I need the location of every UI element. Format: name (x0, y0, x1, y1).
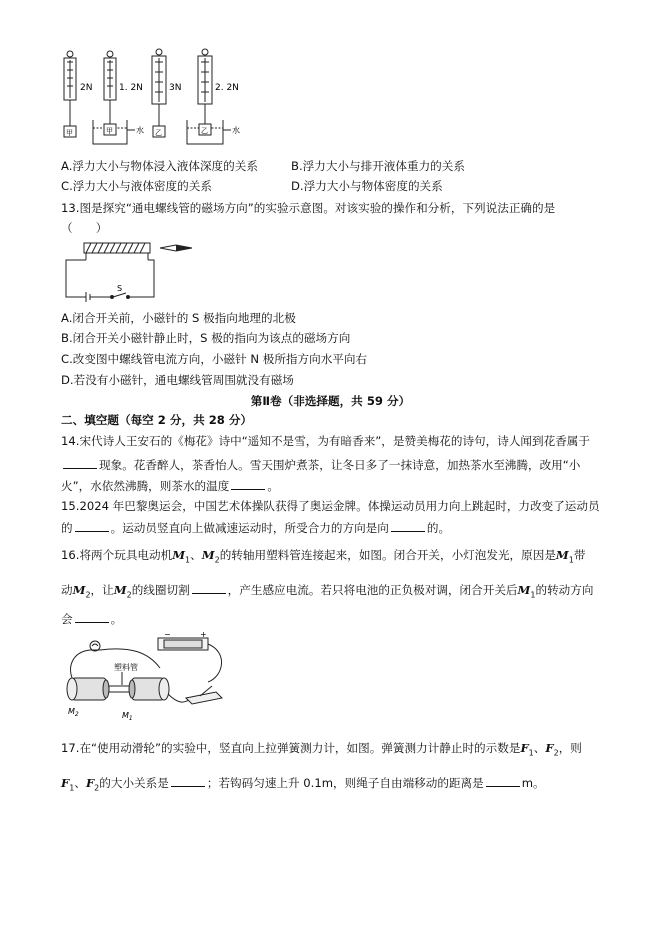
object-3-label: 乙 (155, 129, 162, 137)
tube-label: 塑料管 (114, 663, 138, 672)
q17-blank-2[interactable] (486, 775, 520, 787)
switch-label: S (117, 284, 123, 293)
scale-2-reading: 1. 2N (119, 83, 143, 93)
q16-line-3: 会 。 (61, 612, 123, 626)
water-label-1: 水 (136, 126, 144, 135)
q14-blank-2[interactable] (231, 478, 265, 490)
q17-blank-1[interactable] (171, 775, 205, 787)
scale-4-reading: 2. 2N (215, 83, 239, 93)
q13-option-d: D.若没有小磁针，通电螺线管周围就没有磁场 (61, 373, 294, 387)
solenoid-figure (62, 240, 202, 302)
q12-option-c: C.浮力大小与液体密度的关系 (61, 179, 212, 193)
q13-option-c: C.改变图中螺线管电流方向，小磁针 N 极所指方向水平向右 (61, 352, 368, 366)
motor-m1-label: $M_1$ (122, 711, 133, 722)
object-2-label: 甲 (106, 127, 113, 135)
q13-answer-paren: （ ） (61, 221, 108, 235)
motor-figure (60, 632, 230, 722)
q15-line-2: 的 。运动员竖直向上做减速运动时，所受合力的方向是向 的。 (61, 521, 451, 535)
water-label-2: 水 (232, 126, 240, 135)
object-4-label: 乙 (201, 127, 208, 135)
q14-line-3: 火”，水依然沸腾，则茶水的温度 。 (61, 479, 279, 493)
scale-3-reading: 3N (169, 83, 182, 93)
q12-option-b: B.浮力大小与排开液体重力的关系 (291, 159, 465, 173)
q15-blank-1[interactable] (75, 520, 109, 532)
q16-line-1: 16.将两个玩具电动机$M_1$、$M_2$的转轴用塑料管连接起来，如图。闭合开关，小灯泡发光，原因是$M_1$带 (61, 548, 586, 565)
q14-line-2: 现象。花香醉人，茶香怡人。雪天围炉煮茶，让冬日多了一抹诗意，加热茶水至沸腾，改用“小 (61, 457, 580, 473)
q13-stem: 13.图是探究“通电螺线管的磁场方向”的实验示意图。对该实验的操作和分析，下列说法正确的是 (61, 201, 556, 215)
q16-line-2: 动$M_2$，让$M_2$的线圈切割 ，产生感应电流。若只将电池的正负极对调，闭合开关后$M_1$的转动方向 (61, 583, 594, 600)
scale-1-reading: 2N (80, 83, 93, 93)
q12-option-d: D.浮力大小与物体密度的关系 (291, 179, 443, 193)
battery-plus: + (200, 632, 207, 639)
q15-line-1: 15.2024 年巴黎奥运会，中国艺术体操队获得了奥运金牌。体操运动员用力向上跳起时，力改变了运动员 (61, 499, 600, 513)
q17-line-1: 17.在“使用动滑轮”的实验中，竖直向上拉弹簧测力计，如图。弹簧测力计静止时的示数是$F_1$、$F_2$，则 (61, 741, 582, 758)
q14-line-1: 14.宋代诗人王安石的《梅花》诗中“遥知不是雪，为有暗香来”，是赞美梅花的诗句，诗人闻到花香属于 (61, 434, 590, 448)
q13-option-b: B.闭合开关小磁针静止时，S 极的指向为该点的磁场方向 (61, 331, 351, 345)
q13-option-a: A.闭合开关前，小磁针的 S 极指向地理的北极 (61, 311, 296, 325)
q15-blank-2[interactable] (391, 520, 425, 532)
q14-blank-1[interactable] (63, 457, 97, 469)
q16-blank-1[interactable] (192, 582, 226, 594)
battery-minus: − (164, 632, 171, 639)
object-1-label: 甲 (66, 129, 73, 137)
q17-line-2: $F_1$、$F_2$的大小关系是 ；若钩码匀速上升 0.1m，则绳子自由端移动的距离是 m。 (61, 776, 545, 793)
q16-blank-2[interactable] (75, 611, 109, 623)
section-title: 二、填空题（每空 2 分，共 28 分） (61, 413, 253, 427)
spring-scale-figure (55, 48, 270, 148)
motor-m2-label: $M_2$ (68, 707, 79, 718)
part-2-title: 第Ⅱ卷（非选择题，共 59 分） (250, 394, 411, 408)
q12-option-a: A.浮力大小与物体浸入液体深度的关系 (61, 159, 258, 173)
